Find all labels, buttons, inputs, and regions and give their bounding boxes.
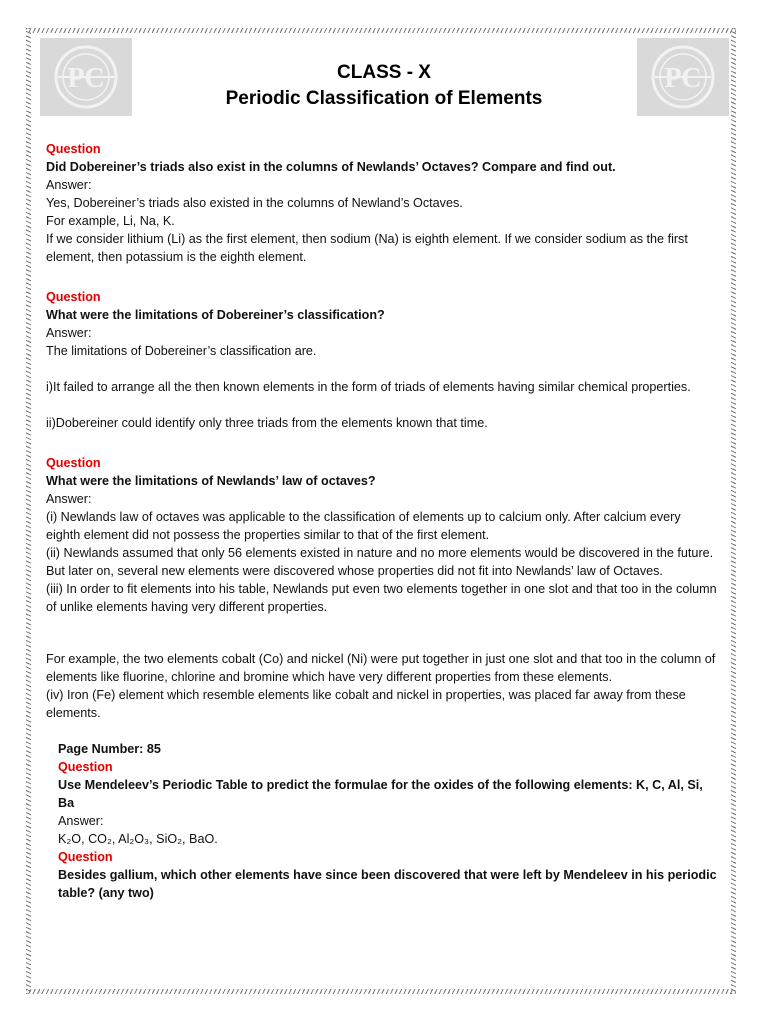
answer-line: ii)Dobereiner could identify only three triads from the elements known that time. bbox=[46, 416, 488, 430]
question-label: Question bbox=[46, 142, 101, 156]
answer-label: Answer: bbox=[46, 178, 92, 192]
page-number: Page Number: 85 bbox=[58, 742, 161, 756]
document-body bbox=[46, 140, 718, 902]
subject-title: Periodic Classification of Elements bbox=[225, 88, 543, 109]
question-label: Question bbox=[46, 290, 101, 304]
border-left bbox=[26, 28, 31, 994]
question-text: What were the limitations of Newlands’ law of octaves? bbox=[46, 474, 376, 488]
border-top bbox=[26, 28, 736, 33]
answer-line: (iii) In order to fit elements into his table, Newlands put even two elements together in one slot and that too in the column of unlike elements having very different properties. bbox=[46, 582, 717, 614]
answer-line: K₂O, CO₂, Al₂O₃, SiO₂, BaO. bbox=[58, 832, 218, 846]
svg-text:PC: PC bbox=[664, 63, 702, 94]
class-title: CLASS - X bbox=[337, 62, 431, 83]
question-label: Question bbox=[58, 850, 113, 864]
answer-line: (i) Newlands law of octaves was applicable to the classification of elements up to calcium only. After calcium every eighth element did not possess the properties similar to that of the first element. bbox=[46, 510, 681, 542]
question-text: Use Mendeleev’s Periodic Table to predict the formulae for the oxides of the following elements: K, C, Al, Si, Ba bbox=[58, 778, 703, 810]
answer-line: For example, Li, Na, K. bbox=[46, 214, 175, 228]
question-label: Question bbox=[58, 760, 113, 774]
question-label: Question bbox=[46, 456, 101, 470]
answer-line: Yes, Dobereiner’s triads also existed in the columns of Newland’s Octaves. bbox=[46, 196, 463, 210]
border-bottom bbox=[26, 989, 736, 994]
border-right bbox=[731, 28, 736, 994]
page-85-section bbox=[58, 740, 718, 902]
answer-line: i)It failed to arrange all the then known elements in the form of triads of elements having similar chemical properties. bbox=[46, 380, 691, 394]
answer-label: Answer: bbox=[46, 326, 92, 340]
answer-line: (iv) Iron (Fe) element which resemble elements like cobalt and nickel in properties, was placed far away from these elements. bbox=[46, 688, 686, 720]
svg-text:PC: PC bbox=[67, 63, 105, 94]
answer-line: If we consider lithium (Li) as the first element, then sodium (Na) is eighth element. If we consider sodium as the first element, then potassium is the eighth element. bbox=[46, 232, 688, 264]
answer-label: Answer: bbox=[58, 814, 104, 828]
question-text: Besides gallium, which other elements have since been discovered that were left by Mendeleev in his periodic table? (any two) bbox=[58, 868, 717, 900]
question-text: What were the limitations of Dobereiner’s classification? bbox=[46, 308, 385, 322]
answer-line: The limitations of Dobereiner’s classification are. bbox=[46, 344, 317, 358]
answer-line: (ii) Newlands assumed that only 56 elements existed in nature and no more elements would be discovered in the future. But later on, several new elements were discovered whose properties did not fit into Newlands’ law of Octaves. bbox=[46, 546, 714, 578]
question-text: Did Dobereiner’s triads also exist in the columns of Newlands’ Octaves? Compare and find out. bbox=[46, 160, 616, 174]
answer-line: For example, the two elements cobalt (Co) and nickel (Ni) were put together in just one slot and that too in the column of elements like fluorine, chlorine and bromine which have very different properties from these elements. bbox=[46, 652, 716, 684]
answer-label: Answer: bbox=[46, 492, 92, 506]
